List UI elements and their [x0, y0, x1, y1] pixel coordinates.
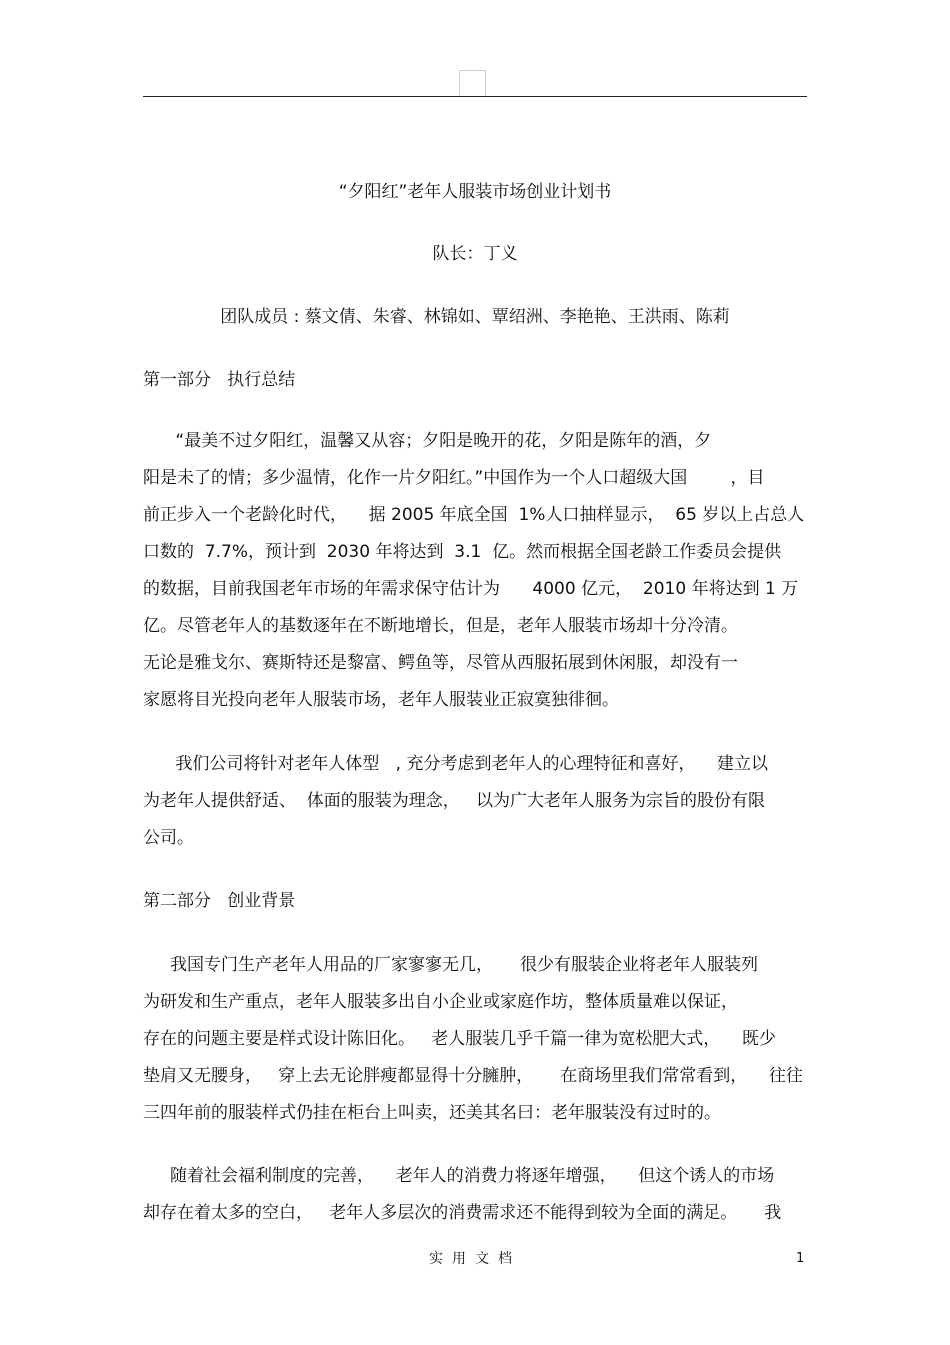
paragraph-line: 却存在着太多的空白， 老年人多层次的消费需求还不能得到较为全面的满足。 我	[143, 1203, 782, 1223]
members-line: 团队成员 : 蔡文倩、朱睿、林锦如、覃绍洲、李艳艳、王洪雨、陈莉	[220, 307, 730, 327]
paragraph-line: 垫肩又无腰身， 穿上去无论胖瘦都显得十分臃肿， 在商场里我们常常看到， 往往	[143, 1066, 803, 1086]
paragraph-line: 口数的 7.7%，预计到 2030 年将达到 3.1 亿。然而根据全国老龄工作委员会提供	[143, 542, 782, 562]
paragraph-line: 为老年人提供舒适、 体面的服装为理念， 以为广大老年人服务为宗旨的股份有限	[143, 791, 766, 811]
paragraph-line: 前正步入一个老龄化时代， 据 2005 年底全国 1%人口抽样显示， 65 岁以上占总人	[143, 505, 805, 525]
paragraph-line: 阳是未了的情；多少温情，化作一片夕阳红。”中国作为一个人口超级大国 ，目	[143, 468, 765, 488]
paragraph-line: “最美不过夕阳红，温馨又从容；夕阳是晚开的花，夕阳是陈年的酒，夕	[143, 431, 712, 451]
page-number: 1	[796, 1251, 805, 1266]
paragraph-line: 三四年前的服装样式仍挂在柜台上叫卖，还美其名曰：老年服装没有过时的。	[143, 1103, 721, 1123]
paragraph-line: 我们公司将针对老年人体型 , 充分考虑到老年人的心理特征和喜好， 建立以	[143, 754, 769, 774]
paragraph-line: 家愿将目光投向老年人服装市场，老年人服装业正寂寞独徘徊。	[143, 690, 619, 710]
paragraph-line: 存在的问题主要是样式设计陈旧化。 老人服装几乎千篇一律为宽松肥大式， 既少	[143, 1029, 776, 1049]
paragraph-line: 的数据，目前我国老年市场的年需求保守估计为 4000 亿元， 2010 年将达到 1 万	[143, 579, 799, 599]
document-title: “夕阳红”老年人服装市场创业计划书	[338, 182, 612, 202]
paragraph-line: 无论是雅戈尔、赛斯特还是黎富、鳄鱼等，尽管从西服拓展到休闲服，却没有一	[143, 653, 738, 673]
section-2-heading: 第二部分 创业背景	[143, 891, 296, 911]
header-box	[459, 70, 486, 96]
paragraph-line: 我国专门生产老年人用品的厂家寥寥无几， 很少有服装企业将老年人服装列	[143, 955, 759, 975]
leader-line: 队长：丁义	[432, 244, 518, 264]
paragraph-line: 亿。尽管老年人的基数逐年在不断地增长，但是，老年人服装市场却十分冷清。	[143, 616, 738, 636]
paragraph-line: 为研发和生产重点，老年人服装多出自小企业或家庭作坊，整体质量难以保证，	[143, 992, 738, 1012]
footer-label: 实用文档	[429, 1251, 521, 1267]
section-1-heading: 第一部分 执行总结	[143, 370, 296, 390]
paragraph-line: 公司。	[143, 828, 194, 848]
paragraph-line: 随着社会福利制度的完善， 老年人的消费力将逐年增强， 但这个诱人的市场	[143, 1166, 775, 1186]
header-rule	[143, 96, 807, 97]
